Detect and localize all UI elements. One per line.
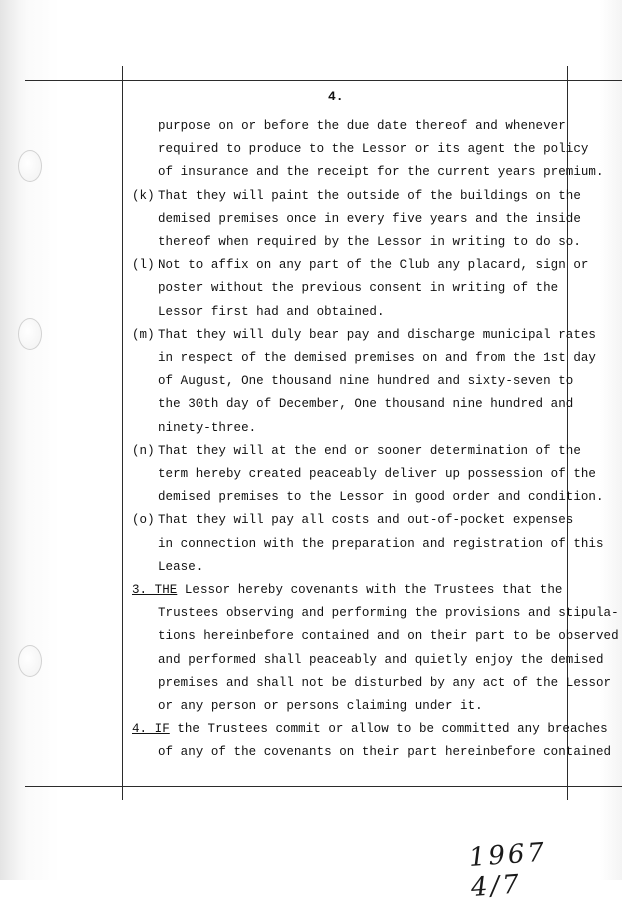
document-line	[158, 304, 385, 320]
clause-text: Lessor hereby covenants with the Trustees that the	[177, 583, 563, 597]
clause-text: That they will paint the outside of the buildings on the	[158, 188, 581, 203]
document-line	[158, 373, 573, 389]
document-line	[158, 420, 256, 436]
document-line	[158, 652, 604, 668]
handwritten-reference: 4/7	[470, 869, 523, 903]
document-line	[158, 234, 581, 250]
clause-text: That they will duly bear pay and discharge municipal rates	[158, 327, 596, 342]
clause-text: Trustees observing and performing the provisions and stipula-	[158, 606, 619, 621]
punch-hole	[18, 645, 42, 677]
clause-heading: 3. THE	[132, 583, 178, 597]
clause-text: required to produce to the Lessor or its agent the policy	[158, 142, 589, 157]
document-line	[132, 512, 573, 528]
clause-text: Lessor first had and obtained.	[158, 304, 385, 319]
clause-text: in respect of the demised premises on and from the 1st day	[158, 351, 596, 365]
clause-text: thereof when required by the Lessor in writing to do so.	[158, 235, 581, 249]
clause-label: (l)	[132, 258, 155, 273]
clause-label: (n)	[132, 443, 155, 458]
document-line	[158, 675, 611, 691]
clause-text: term hereby created peaceably deliver up possession of the	[158, 467, 596, 481]
page-number: 4.	[328, 89, 344, 104]
document-line	[158, 489, 604, 505]
clause-text: purpose on or before the due date thereof and whenever	[158, 119, 566, 133]
clause-text: and performed shall peaceably and quietly enjoy the demised	[158, 652, 604, 667]
clause-text: That they will at the end or sooner determination of the	[158, 443, 581, 458]
document-line	[158, 536, 604, 552]
document-line	[158, 118, 566, 134]
clause-text: tions hereinbefore contained and on their part to be observed	[158, 629, 619, 644]
clause-text: ninety-three.	[158, 420, 257, 435]
document-line	[158, 350, 596, 366]
document-line	[132, 443, 581, 459]
document-line	[158, 744, 611, 760]
clause-text: the Trustees commit or allow to be committed any breaches	[169, 722, 608, 737]
clause-text: the 30th day of December, One thousand nine hundred and	[158, 397, 574, 412]
document-line	[132, 188, 581, 204]
bottom-ruled-line	[25, 786, 622, 787]
clause-text: of any of the covenants on their part hereinbefore contained	[158, 745, 612, 760]
document-line	[158, 698, 483, 714]
document-line	[158, 605, 619, 621]
clause-text: demised premises once in every five years and the inside	[158, 211, 581, 226]
clause-text: in connection with the preparation and registration of this	[158, 536, 604, 551]
document-line	[158, 628, 619, 644]
left-margin-rule	[122, 66, 123, 800]
clause-label: (m)	[132, 327, 155, 342]
top-ruled-line	[25, 80, 622, 81]
document-line	[158, 396, 573, 412]
handwritten-year: 1967	[467, 837, 548, 873]
clause-text: of insurance and the receipt for the current years premium.	[158, 165, 604, 180]
punch-hole	[18, 150, 42, 182]
handwritten-annotation	[468, 832, 622, 902]
document-line	[158, 559, 203, 575]
clause-text: Not to affix on any part of the Club any placard, sign or	[158, 258, 589, 273]
document-line	[132, 257, 588, 273]
clause-text: premises and shall not be disturbed by any act of the Lessor	[158, 675, 612, 690]
clause-text: of August, One thousand nine hundred and sixty-seven to	[158, 374, 574, 389]
document-line	[158, 466, 596, 482]
clause-text: demised premises to the Lessor in good order and condition.	[158, 490, 604, 505]
clause-text: Lease.	[158, 559, 204, 574]
document-line	[158, 211, 581, 227]
document-line	[132, 327, 596, 343]
document-line	[158, 280, 558, 296]
clause-text: or any person or persons claiming under it.	[158, 699, 483, 713]
document-line	[132, 582, 562, 598]
document-line	[132, 721, 608, 737]
punch-hole	[18, 318, 42, 350]
document-line	[158, 164, 604, 180]
clause-heading: 4. IF	[132, 722, 170, 737]
clause-text: That they will pay all costs and out-of-pocket expenses	[158, 513, 574, 528]
clause-label: (o)	[132, 513, 155, 528]
document-line	[158, 141, 588, 157]
clause-text: poster without the previous consent in writing of the	[158, 281, 559, 296]
binding-shadow	[0, 0, 28, 880]
clause-label: (k)	[132, 188, 155, 203]
